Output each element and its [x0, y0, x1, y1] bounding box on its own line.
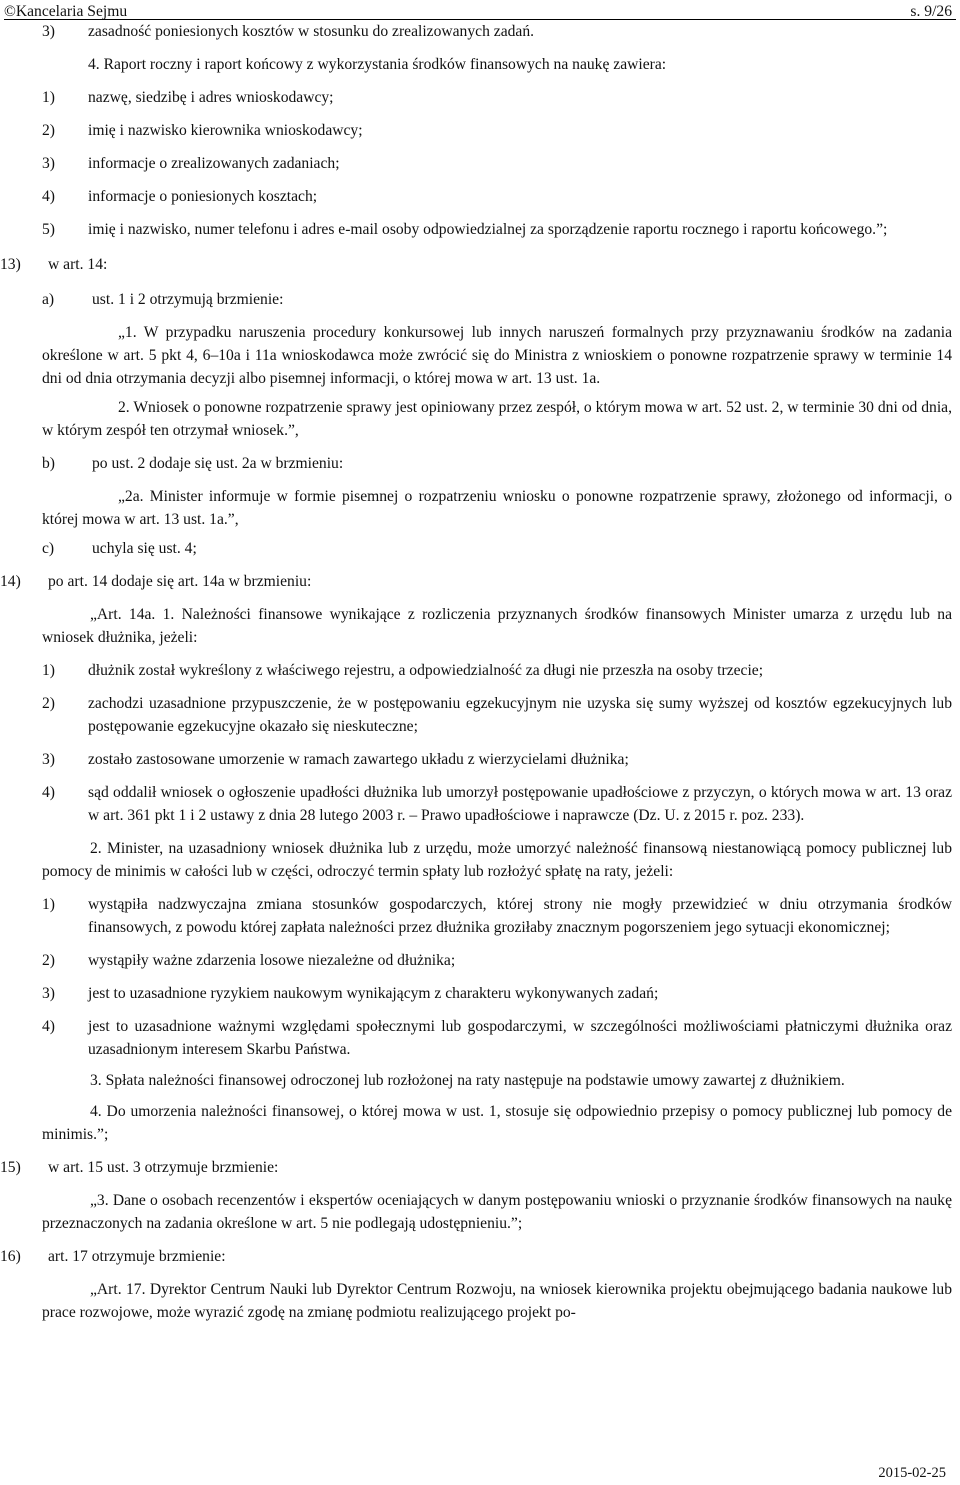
item-number: 1)	[42, 89, 55, 106]
item-number: 4)	[42, 784, 55, 801]
list-item	[0, 253, 952, 276]
item-text: imię i nazwisko, numer telefonu i adres e-mail osoby odpowiedzialnej za sporządzenie raportu rocznego i raportu końcowego.”;	[88, 221, 888, 238]
item-letter: c)	[42, 540, 55, 557]
paragraph: 2. Minister, na uzasadniony wniosek dłużnika lub z urzędu, może umorzyć należność finansową niestanowiącą pomocy publicznej lub pomocy de minimis w całości lub w części, odroczyć termin spłaty lub rozłożyć spłatę na raty, jeżeli:	[42, 840, 952, 880]
document-body	[0, 20, 952, 1324]
item-text: zachodzi uzasadnione przypuszczenie, że w postępowaniu egzekucyjnym nie uzyska się sumy wyższej od kosztów egzekucyjnych lub postępowanie egzekucyjne okazało się nieskuteczne;	[88, 695, 952, 735]
item-number: 3)	[42, 751, 55, 768]
paragraph: 4. Raport roczny i raport końcowy z wykorzystania środków finansowych na naukę zawiera:	[88, 56, 667, 73]
item-number: 3)	[42, 23, 55, 40]
page-header	[4, 0, 956, 22]
list-item	[42, 893, 952, 939]
list-item	[42, 537, 952, 560]
item-number: 3)	[42, 155, 55, 172]
item-text: informacje o zrealizowanych zadaniach;	[88, 155, 340, 172]
list-item	[42, 152, 952, 175]
item-text: uchyla się ust. 4;	[92, 540, 197, 557]
item-number: 3)	[42, 985, 55, 1002]
list-item	[42, 949, 952, 972]
quoted-paragraph: „1. W przypadku naruszenia procedury konkursowej lub innych naruszeń formalnych przy przyznawaniu środków na zadania określone w art. 5 pkt 4, 6–10a i 11a wnioskodawca może zwrócić się do Ministra z wnioskiem o ponowne rozpatrzenie sprawy w terminie 14 dni od dnia otrzymania decyzji albo pisemnej informacji, o której mowa w art. 13 ust. 1a.	[42, 324, 952, 387]
item-number: 15)	[0, 1159, 21, 1176]
item-text: imię i nazwisko kierownika wnioskodawcy;	[88, 122, 363, 139]
list-item	[42, 659, 952, 682]
item-text: w art. 15 ust. 3 otrzymuje brzmienie:	[48, 1159, 279, 1176]
list-item	[0, 1156, 952, 1179]
list-item	[0, 1245, 952, 1268]
list-item	[42, 1015, 952, 1061]
quoted-paragraph: „2a. Minister informuje w formie pisemnej o rozpatrzeniu wniosku o ponowne rozpatrzenie sprawy, złożonego od informacji, o której mowa w art. 13 ust. 1a.”,	[42, 488, 952, 528]
item-text: po ust. 2 dodaje się ust. 2a w brzmieniu:	[92, 455, 344, 472]
item-number: 4)	[42, 188, 55, 205]
item-number: 14)	[0, 573, 21, 590]
paragraph: 4. Do umorzenia należności finansowej, o której mowa w ust. 1, stosuje się odpowiednio przepisy o pomocy publicznej lub pomocy de minimis.”;	[42, 1103, 952, 1143]
item-number: 5)	[42, 221, 55, 238]
item-text: wystąpiły ważne zdarzenia losowe niezależne od dłużnika;	[88, 952, 456, 969]
quoted-paragraph: „3. Dane o osobach recenzentów i ekspertów oceniających w danym postępowaniu wnioski o przyznanie środków finansowych na naukę przeznaczonych na zadania określone w art. 5 nie podlegają udostępnieniu.”;	[42, 1192, 952, 1232]
item-text: dłużnik został wykreślony z właściwego rejestru, a odpowiedzialność za długi nie przeszła na osoby trzecie;	[88, 662, 764, 679]
item-number: 16)	[0, 1248, 21, 1265]
list-item	[42, 692, 952, 738]
item-letter: a)	[42, 291, 55, 308]
item-text: art. 17 otrzymuje brzmienie:	[48, 1248, 226, 1265]
list-item	[42, 119, 952, 142]
item-text: jest to uzasadnione ważnymi względami społecznymi lub gospodarczymi, w szczególności możliwościami płatniczymi dłużnika oraz uzasadnionym interesem Skarbu Państwa.	[88, 1018, 952, 1058]
list-item	[42, 218, 952, 241]
item-text: sąd oddalił wniosek o ogłoszenie upadłości dłużnika lub umorzył postępowanie upadłościowe z przyczyn, o których mowa w art. 13 oraz w art. 361 pkt 1 i 2 ustawy z dnia 28 lutego 2003 r. – Prawo upadłościowe i naprawcze (Dz. U. z 2015 r. poz. 233).	[88, 784, 952, 824]
item-text: po art. 14 dodaje się art. 14a w brzmieniu:	[48, 573, 312, 590]
quoted-paragraph: „Art. 14a. 1. Należności finansowe wynikające z rozliczenia przyznanych środków finansowych Minister umarza z urzędu lub na wniosek dłużnika, jeżeli:	[42, 606, 952, 646]
item-text: informacje o poniesionych kosztach;	[88, 188, 318, 205]
list-item	[42, 781, 952, 827]
list-item	[0, 570, 952, 593]
quoted-paragraph: 2. Wniosek o ponowne rozpatrzenie sprawy jest opiniowany przez zespół, o którym mowa w art. 52 ust. 2, w terminie 30 dni od dnia, w którym zespół ten otrzymał wniosek.”,	[42, 399, 952, 439]
item-text: ust. 1 i 2 otrzymują brzmienie:	[92, 291, 284, 308]
item-text: zostało zastosowane umorzenie w ramach zawartego układu z wierzycielami dłużnika;	[88, 751, 629, 768]
footer-date: 2015-02-25	[878, 1465, 946, 1481]
list-item	[42, 20, 952, 43]
item-number: 4)	[42, 1018, 55, 1035]
header-page-number: s. 9/26	[910, 3, 952, 20]
item-text: nazwę, siedzibę i adres wnioskodawcy;	[88, 89, 334, 106]
item-text: zasadność poniesionych kosztów w stosunku do zrealizowanych zadań.	[88, 23, 535, 40]
item-text: jest to uzasadnione ryzykiem naukowym wynikającym z charakteru wykonywanych zadań;	[88, 985, 659, 1002]
list-item	[42, 452, 952, 475]
list-item	[42, 748, 952, 771]
header-source: ©Kancelaria Sejmu	[4, 3, 128, 20]
list-item	[42, 86, 952, 109]
item-text: wystąpiła nadzwyczajna zmiana stosunków gospodarczych, której strony nie mogły przewidzieć w dniu otrzymania środków finansowych, z powodu której zapłata należności przez dłużnika groziłaby znacznym pogorszeniem jego sytuacji ekonomicznej;	[88, 896, 952, 936]
item-number: 13)	[0, 256, 21, 273]
list-item	[42, 185, 952, 208]
list-item	[42, 982, 952, 1005]
quoted-paragraph: „Art. 17. Dyrektor Centrum Nauki lub Dyrektor Centrum Rozwoju, na wniosek kierownika projektu obejmującego badania naukowe lub prace rozwojowe, może wyrazić zgodę na zmianę podmiotu realizującego projekt po-	[42, 1281, 952, 1321]
item-number: 2)	[42, 695, 55, 712]
item-text: w art. 14:	[48, 256, 108, 273]
item-number: 2)	[42, 952, 55, 969]
item-number: 1)	[42, 662, 55, 679]
item-number: 1)	[42, 896, 55, 913]
item-letter: b)	[42, 455, 55, 472]
item-number: 2)	[42, 122, 55, 139]
list-item	[42, 288, 952, 311]
paragraph: 3. Spłata należności finansowej odroczonej lub rozłożonej na raty następuje na podstawie umowy zawartej z dłużnikiem.	[90, 1072, 845, 1089]
